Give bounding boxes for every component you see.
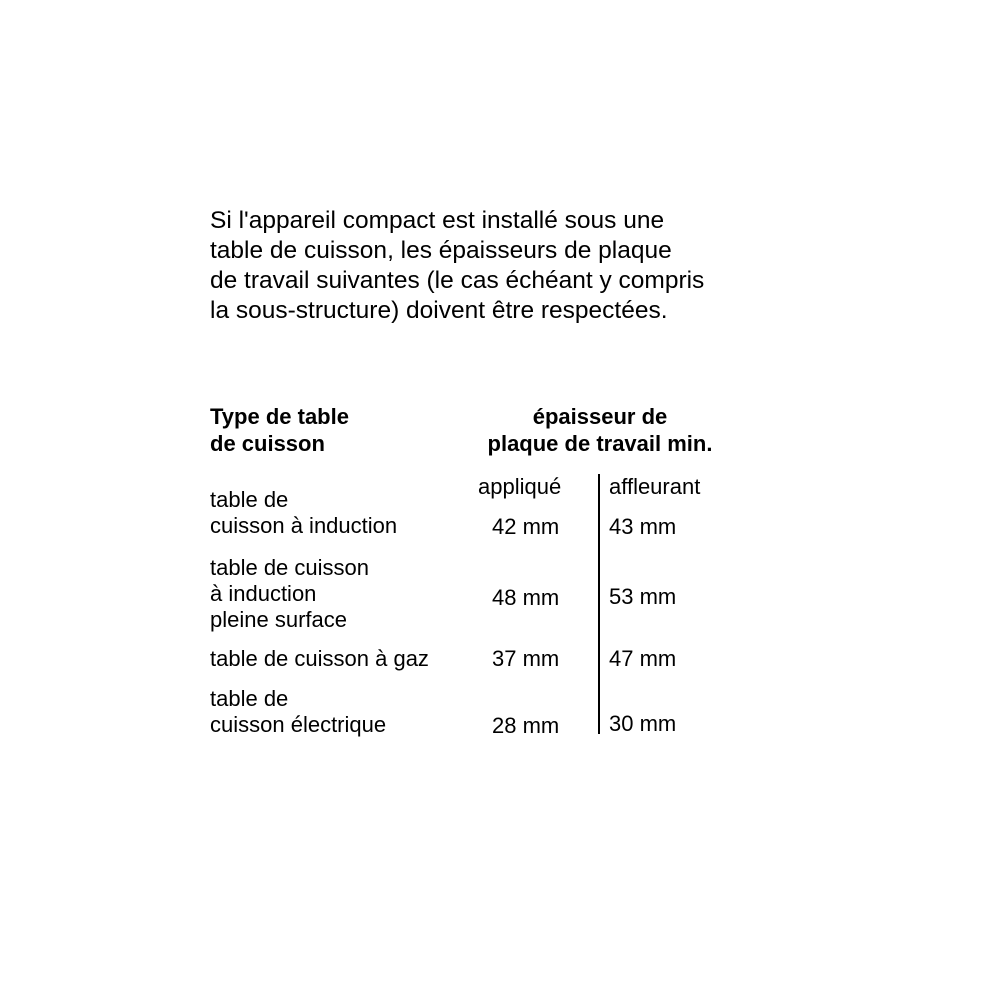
row-label-line: cuisson à induction <box>210 513 398 538</box>
value-applied-full-surface-induction: 48 mm <box>492 585 560 610</box>
row-label-full-surface-induction <box>210 555 369 633</box>
value-applied-electric: 28 mm <box>492 713 560 738</box>
row-label-electric <box>210 686 386 738</box>
row-label-line: à induction <box>210 581 317 606</box>
header-cooktop-type <box>210 403 349 457</box>
value-applied-induction: 42 mm <box>492 514 560 539</box>
intro-paragraph <box>210 206 850 326</box>
row-label-line: table de <box>210 686 289 711</box>
header-line: Type de table <box>210 404 349 429</box>
header-line: épaisseur de <box>532 404 668 429</box>
row-label-line: table de cuisson <box>210 555 369 580</box>
value-flush-induction: 43 mm <box>609 514 677 539</box>
row-label-gas <box>210 646 429 672</box>
row-label-line: table de <box>210 487 289 512</box>
row-label-line: cuisson électrique <box>210 712 387 737</box>
column-divider <box>598 474 600 734</box>
value-flush-full-surface-induction: 53 mm <box>609 584 677 609</box>
row-label-line: pleine surface <box>210 607 347 632</box>
header-line: plaque de travail min. <box>487 431 713 456</box>
intro-line: table de cuisson, les épaisseurs de plaque <box>210 237 672 264</box>
row-label-line: table de cuisson à gaz <box>210 646 429 671</box>
value-applied-gas: 37 mm <box>492 646 560 671</box>
intro-line: la sous-structure) doivent être respectées. <box>210 297 668 324</box>
column-header-applied: appliqué <box>478 474 562 499</box>
value-flush-electric: 30 mm <box>609 711 677 736</box>
header-line: de cuisson <box>210 431 325 456</box>
value-flush-gas: 47 mm <box>609 646 677 671</box>
row-label-induction <box>210 487 397 539</box>
column-header-flush: affleurant <box>609 474 701 499</box>
header-worktop-thickness <box>462 403 738 457</box>
intro-line: Si l'appareil compact est installé sous une <box>210 207 665 234</box>
intro-line: de travail suivantes (le cas échéant y compris <box>210 267 705 294</box>
